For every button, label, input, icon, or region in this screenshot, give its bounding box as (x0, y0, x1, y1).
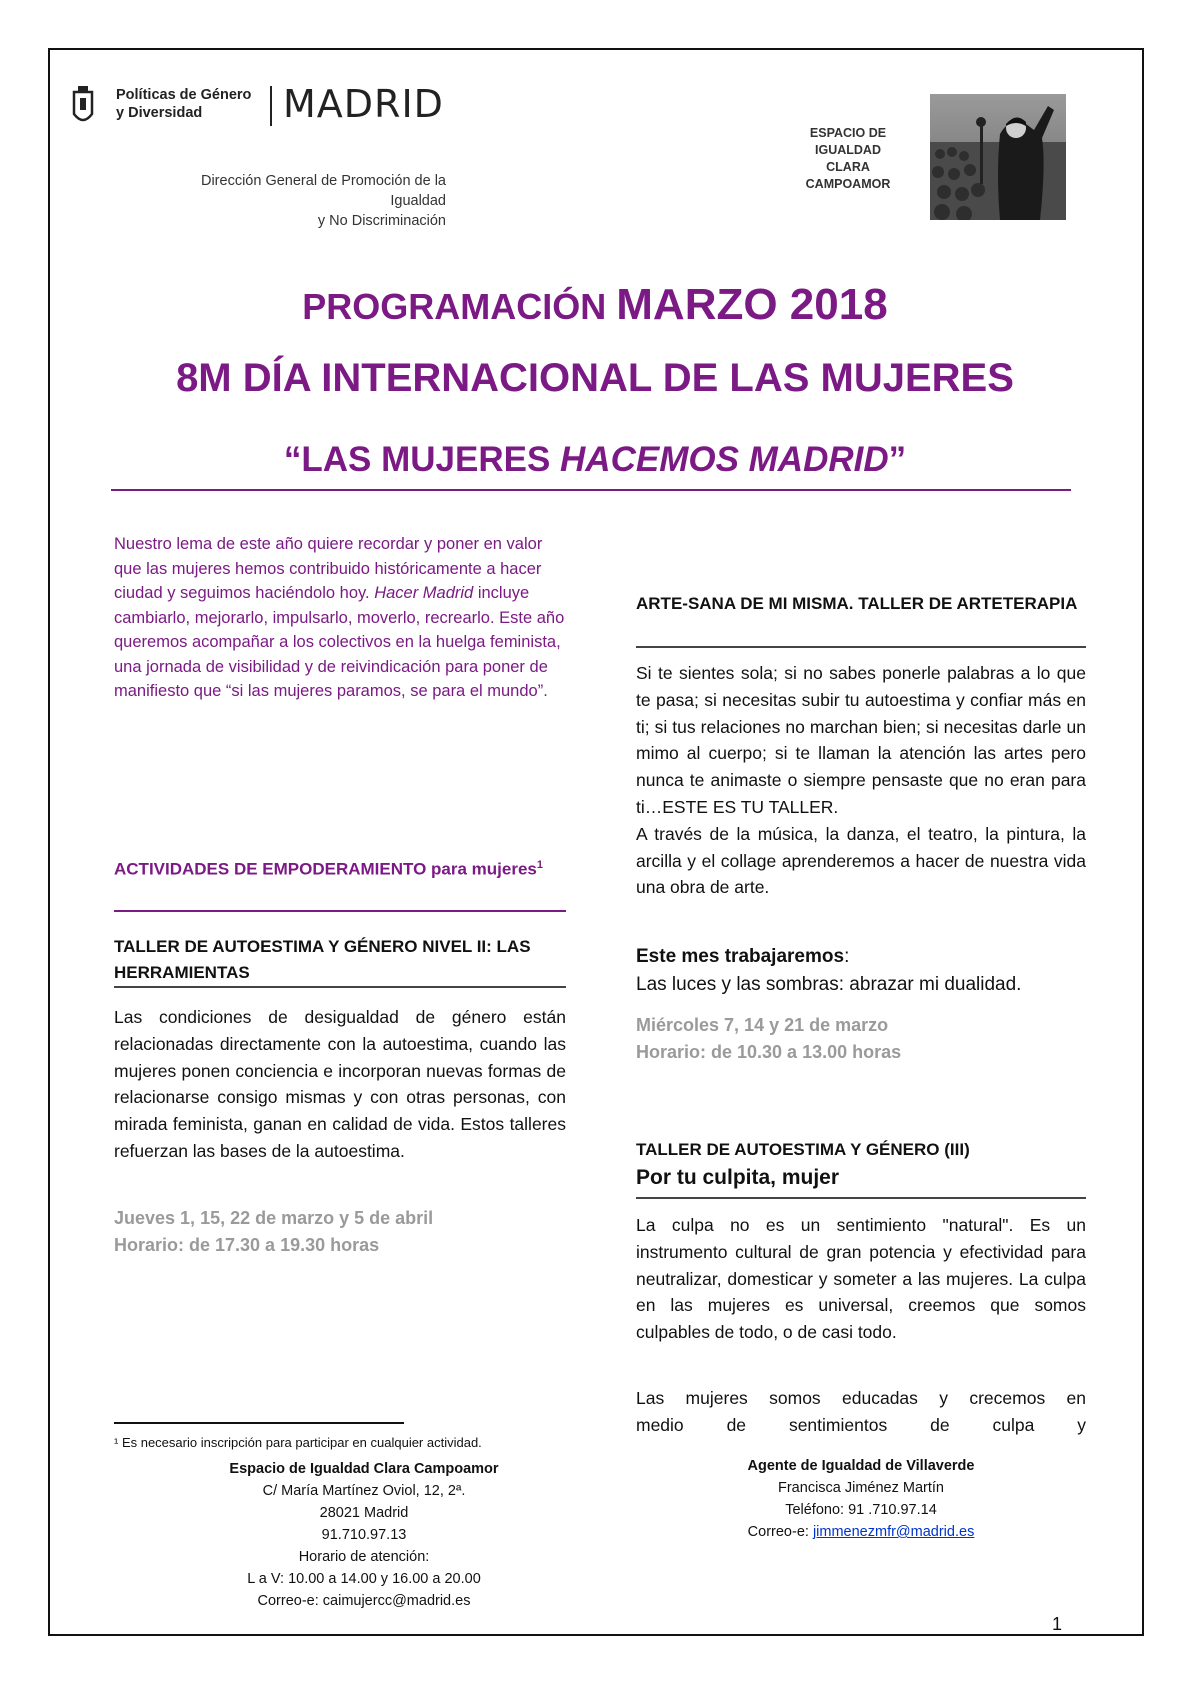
month-colon: : (844, 946, 850, 967)
workshop2-text-1: Si te sientes sola; si no sabes ponerle palabras a lo que te pasa; si necesitas subir tu autoestima y confiar más en ti; si tus relaciones no marchan bien; si necesitas darle un mimo al cuerpo; si te llaman la atención las artes pero nunca te animaste o siempre pensaste que no eran para ti…ESTE ES TU TALLER. (636, 663, 1086, 817)
clara-campoamor-photo (930, 94, 1066, 220)
espacio-line-3: CLARA (826, 160, 870, 174)
workshop1-dates: Jueves 1, 15, 22 de marzo y 5 de abril (114, 1208, 434, 1228)
contact-left-email: Correo-e: caimujercc@madrid.es (257, 1593, 471, 1609)
section-heading (114, 852, 566, 883)
madrid-logo (70, 82, 444, 142)
dg-line-2: y No Discriminación (317, 213, 446, 229)
contact-right-email-label: Correo-e: (747, 1524, 813, 1540)
word: de (726, 1414, 747, 1435)
workshop2-hours: Horario: de 10.30 a 13.00 horas (636, 1042, 902, 1062)
logo-separator (270, 86, 272, 126)
workshop3-text2-line2 (636, 1412, 1086, 1439)
title-lema-close: ” (888, 440, 907, 479)
footnote-divider (114, 1422, 404, 1424)
footnote-text: ¹ Es necesario inscripción para participar en cualquier actividad. (114, 1435, 482, 1450)
intro-text-2: incluye cambiarlo, mejorarlo, impulsarlo, moverlo, recrearlo. Este año queremos acompañar a los colectivos en la huelga feminista, una jornada de visibilidad y de reivindicación para poner de manifiesto que “si las mujeres paramos, se para el mundo”. (114, 584, 565, 700)
direccion-general (150, 171, 446, 231)
contact-right-name: Agente de Igualdad de Villaverde (747, 1458, 975, 1474)
logo-line-1: Políticas de Género (116, 87, 252, 103)
workshop2-description (636, 660, 1086, 901)
workshop3-text2-line1: Las mujeres somos educadas y crecemos en (636, 1388, 1086, 1408)
contact-left-name: Espacio de Igualdad Clara Campoamor (229, 1461, 499, 1477)
workshop2-month (636, 943, 1086, 999)
title-lema-open: “LAS MUJERES (283, 440, 561, 479)
contact-right (636, 1455, 1086, 1543)
espacio-line-2: IGUALDAD (815, 143, 881, 157)
workshop2-schedule (636, 1012, 1086, 1066)
logo-department (116, 86, 251, 122)
espacio-line-1: ESPACIO DE (809, 126, 887, 140)
title-month: MARZO 2018 (616, 280, 888, 329)
intro-text-1: Nuestro lema de este año quiere recordar y poner en valor que las mujeres hemos contribuido históricamente a hacer ciudad y seguimos haciéndolo hoy. (114, 535, 543, 602)
workshop1-hours: Horario: de 17.30 a 19.30 horas (114, 1235, 380, 1255)
workshop2-divider (636, 646, 1086, 648)
workshop3-title: TALLER DE AUTOESTIMA Y GÉNERO (III) (636, 1140, 970, 1159)
workshop2-title: ARTE-SANA DE MI MISMA. TALLER DE ARTETERAPIA (636, 594, 1078, 613)
title-divider (111, 489, 1071, 491)
section-heading-text: ACTIVIDADES DE EMPODERAMIENTO para mujeres (114, 859, 537, 879)
workshop2-text-2: A través de la música, la danza, el teatro, la pintura, la arcilla y el collage aprenderemos a hacer de nuestra vida una obra de arte. (636, 823, 1086, 898)
contact-left-phone: 91.710.97.13 (321, 1527, 407, 1543)
contact-left-hours: L a V: 10.00 a 14.00 y 16.00 a 20.00 (247, 1571, 481, 1587)
workshop1-schedule (114, 1205, 566, 1259)
dg-line-1: Dirección General de Promoción de la Igualdad (200, 173, 446, 209)
workshop3-subtitle: Por tu culpita, mujer (636, 1166, 840, 1189)
word: sentimientos (788, 1414, 888, 1435)
madrid-crest-icon (70, 84, 96, 128)
page-number: 1 (1052, 1614, 1063, 1634)
intro-italic: Hacer Madrid (374, 584, 474, 602)
contact-left-hours-label: Horario de atención: (298, 1549, 430, 1565)
word: culpa (992, 1414, 1035, 1435)
espacio-label (790, 125, 906, 193)
logo-city: MADRID (283, 82, 444, 126)
contact-left (114, 1458, 614, 1612)
month-label: Este mes trabajaremos (636, 946, 845, 967)
espacio-line-4: CAMPOAMOR (805, 177, 891, 191)
word: medio (636, 1414, 684, 1435)
workshop3-divider (636, 1197, 1086, 1199)
title-programacion (60, 280, 1130, 330)
contact-left-address: C/ María Martínez Oviol, 12, 2ª. (262, 1483, 466, 1499)
section-divider (114, 910, 566, 912)
title-programacion-label: PROGRAMACIÓN (302, 286, 617, 327)
word: de (930, 1414, 950, 1435)
intro-paragraph (114, 532, 566, 704)
contact-right-phone: Teléfono: 91 .710.97.14 (785, 1502, 937, 1518)
word: y (1077, 1414, 1086, 1435)
contact-right-email-link[interactable]: jimmenezmfr@madrid.es (812, 1524, 975, 1540)
workshop2-dates: Miércoles 7, 14 y 21 de marzo (636, 1015, 889, 1035)
title-lema-italic: HACEMOS MADRID (560, 440, 889, 479)
footnote-mark: 1 (536, 859, 544, 871)
contact-right-person: Francisca Jiménez Martín (778, 1480, 944, 1496)
workshop3-description: La culpa no es un sentimiento "natural". Es un instrumento cultural de gran potencia y efectividad para neutralizar, domesticar y someter a las mujeres. La culpa en las mujeres es universal, creemos que somos culpables de todo, o de casi todo. (636, 1215, 1086, 1343)
month-topic: Las luces y las sombras: abrazar mi dualidad. (636, 974, 1022, 995)
workshop1-title: TALLER DE AUTOESTIMA Y GÉNERO NIVEL II: LAS HERRAMIENTAS (114, 937, 531, 982)
workshop3-description-2 (636, 1385, 1086, 1439)
workshop1-divider (114, 986, 566, 988)
logo-line-2: y Diversidad (116, 105, 203, 121)
title-8m: 8M DÍA INTERNACIONAL DE LAS MUJERES (176, 356, 1014, 400)
title-lema (60, 440, 1130, 480)
contact-left-city: 28021 Madrid (319, 1505, 409, 1521)
workshop1-description: Las condiciones de desigualdad de género están relacionadas directamente con la autoestima, cuando las mujeres ponen conciencia e incorporan nuevas formas de relacionarse consigo mismas y con otras personas, con mirada feminista, ganan en calidad de vida. Estos talleres refuerzan las bases de la autoestima. (114, 1007, 566, 1161)
